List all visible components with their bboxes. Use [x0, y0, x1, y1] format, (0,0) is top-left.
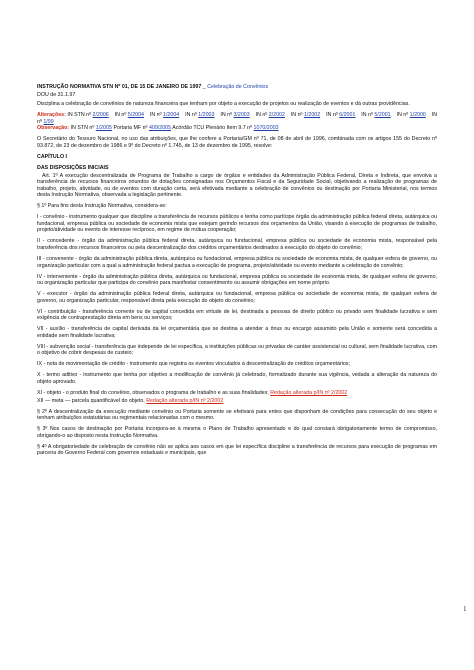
amend-item: IN nº 3/2003 [220, 112, 250, 119]
amend-item: IN nº 1/2002 [290, 112, 321, 119]
section-heading: DAS DISPOSIÇÕES INICIAIS [37, 164, 109, 171]
definition-item: X - termo aditivo - instrumento que tenha por objetivo a modificação de convênio já celebrado, formalizado durante sua vigência, vedada a alteração da natureza do objeto aprovado. [37, 372, 437, 386]
paragraph-4: § 4º A obrigatoriedade de celebração de convênio não se aplica aos casos em que lei específica discipline a transferência de recursos para execução de programas em parceria do Governo Federal com governos estaduais e municipais, que [37, 443, 437, 457]
observation-link[interactable]: 409/2005 [148, 125, 172, 132]
amend-link[interactable]: 5/2001 [374, 112, 391, 119]
article-1: Art. 1º A execução descentralizada de Programa de Trabalho a cargo de órgãos e entidades da Administração Pública Federal, Direta e Indireta, que envolva a transferência de recursos financeiros oriundos de dotações consignadas nos Orçamentos Fiscal e da Seguridade Social, objetivando a realização de programas de trabalho, projeto, atividade, ou de eventos com duração certa, será efetivada mediante a celebração de convênios ou destinação por Portaria Ministerial, nos termos desta Instrução Normativa, observada a legislação pertinente. [37, 172, 437, 199]
definition-item: VIII - subvenção social - transferência que independe de lei específica, a instituições públicas ou privadas de caráter assistencial ou cultural, sem finalidade lucrativa, com o objetivo de cobrir despesas de custeio; [37, 343, 437, 357]
document-title: INSTRUÇÃO NORMATIVA STN Nº 01, DE 15 DE JANEIRO DE 1997 [37, 84, 202, 90]
document-header [37, 84, 437, 98]
topic-link[interactable]: Celebração de Convênios [207, 84, 269, 90]
definition-item: V - executor - órgão da administração pública federal direta, autárquica ou fundacional, empresa pública ou sociedade de economia mista, de qualquer esfera de governo, ou organização particular, responsável direta pela execução do objeto do convênio; [37, 291, 437, 304]
definition-item: I - convênio - instrumento qualquer que discipline a transferência de recursos públicos e tenha como partícipe órgão da administração pública federal direta, autárquica ou fundacional, empresa pública ou sociedade de economia mista que estejam gerindo recursos dos orçamentos da União, visando à execução de programas de trabalho, projeto/atividade ou evento de interesse recíproco, em regime de mútua cooperação; [37, 214, 437, 234]
amend-link[interactable]: 1/2003 [198, 112, 215, 119]
amend-item: IN nº 1/2000 [396, 112, 426, 119]
publication-date: DOU de 31.1.97 [37, 91, 76, 98]
observation-line: Observação: IN STN nº 1/2005 Portaria MF nº 409/2005 Acórdão TCU Plenário Item 9.7 nº 1070/2003 [37, 125, 279, 132]
amend-link[interactable]: 2/2002 [268, 112, 285, 119]
definition-item: II - concedente - órgão da administração pública federal direta, autárquica ou fundacional, empresa pública ou sociedade de economia mista, responsável pela transferência dos recursos financeiros ou pela descentralização dos créditos orçamentários destinados à execução do objeto do convênio; [37, 238, 437, 252]
definition-item: IV - interveniente - órgão da administração pública direta, autárquica ou fundacional, empresa pública ou sociedade de economia mista, de qualquer esfera de governo, ou organização particular que participa do convênio para manifestar consentimento ou assumir obrigações em nome próprio. [37, 273, 437, 287]
amend-item: IN nº 1/2003 [185, 112, 215, 119]
amendment-note-link[interactable]: Redação alterada p/IN nº 2/2002 [270, 390, 348, 397]
definition-item: VI - contribuição - transferência corrente ou de capital concedida em virtude de lei, destinada a pessoas de direito público ou privado sem finalidade lucrativa e sem exigência de contraprestação direta em bens ou serviços; [37, 308, 437, 322]
amend-link[interactable]: 1/99 [43, 118, 54, 125]
amendment-note-link[interactable]: Redação alterada p/IN nº 2/2002 [146, 397, 224, 404]
amend-item: IN nº 5/2004 [114, 112, 144, 119]
amend-item: IN nº 2/2002 [255, 112, 285, 119]
amendments-label: Alterações: [37, 112, 66, 119]
title-separator: _ [201, 84, 208, 90]
definition-item-12: XII — meta — parcela quantificável do objeto. Redação alterada p/IN nº 2/2002 [37, 397, 224, 404]
amend-item: IN nº 1/99 [37, 112, 438, 125]
observation-label: Observação: [37, 125, 70, 132]
definition-item: IX - nota de movimentação de crédito - instrumento que registra os eventos vinculados à descentralização de créditos orçamentários; [37, 361, 350, 368]
amend-link[interactable]: 5/2004 [127, 112, 144, 119]
amend-link[interactable]: 3/2003 [233, 112, 250, 119]
intro-paragraph: O Secretário do Tesouro Nacional, no uso das atribuições, que lhe confere a Portaria/GM nº 71, de 08 de abril de 1996, combinada com os artigos 155 do Decreto nº 93.872, de 23 de dezembro de 1986 e 9º do Decreto nº 1.745, de 13 de dezembro de 1995, resolve: [37, 136, 437, 149]
paragraph-2: § 2º A descentralização da execução mediante convênio ou Portaria somente se efetivará para entes que disponham de condições para consecução do seu objeto e tenham atribuições estatutárias ou regimentais relacionadas com o mesmo. [37, 408, 437, 422]
paragraph-3: § 3º Nos casos de destinação por Portaria incorpora-se à mesma o Plano de Trabalho apresentado e do qual constará obrigatoriamente termo de compromisso, obrigando-o ao disposto nesta Instrução Normativa. [37, 426, 437, 439]
amend-item: IN nº 5/2001 [361, 112, 391, 119]
amend-link[interactable]: 2/2006 [92, 112, 109, 119]
paragraph-1: § 1º Para fins desta Instrução Normativa, considera-se: [37, 203, 167, 210]
definition-item: III - convenente - órgão da administração pública direta, autárquica ou fundacional, empresa pública ou sociedade de economia mista, de qualquer esfera de governo, ou organização particular com a qual a administração federal pactua a execução de programa, projeto/atividade ou evento mediante a celebração de convênio; [37, 256, 437, 269]
amend-link[interactable]: 1/2004 [163, 112, 180, 119]
amend-item: IN STN nº 2/2006 [67, 112, 109, 119]
document-body [37, 84, 437, 461]
amend-link[interactable]: 6/2001 [339, 112, 356, 119]
amend-item: IN nº 1/2004 [149, 112, 180, 119]
observation-link[interactable]: 1070/2003 [253, 125, 279, 132]
amend-link[interactable]: 1/2002 [303, 112, 321, 119]
amendments-block [37, 112, 437, 125]
page-number: 1 [463, 605, 467, 613]
summary-paragraph: Disciplina a celebração de convênios de natureza financeira que tenham por objeto a execução de projetos ou realização de eventos e dá outras providências. [37, 101, 410, 108]
amend-item: IN nº 6/2001 [326, 112, 356, 119]
definition-item: VII - auxílio - transferência de capital derivada da lei orçamentária que se destina a atender a ônus ou encargo assumido pela União e somente será concedida a entidade sem finalidade lucrativa; [37, 326, 437, 339]
observation-link[interactable]: 1/2005 [95, 125, 112, 132]
definition-item-11: XI - objeto - o produto final do convênio, observados o programa de trabalho e as suas finalidades; Redação alterada p/IN nº 2/2002 [37, 390, 348, 397]
amend-link[interactable]: 1/2000 [409, 112, 426, 119]
chapter-heading: CAPÍTULO I [37, 153, 68, 160]
